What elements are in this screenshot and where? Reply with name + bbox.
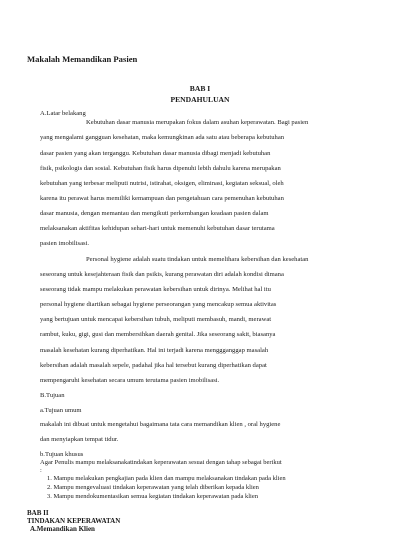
list-item: 2. Mampu mengevaluasi tindakan keperawatan yang telah diberikan kepada klien bbox=[47, 484, 259, 491]
paragraph-1-line: Kebutuhan dasar manusia merupakan fokus dalam asuhan keperawatan. Bagi pasien bbox=[86, 119, 309, 126]
paragraph-1-line: melaksanakan aktifitas kehidupan sehari-hari untuk memenuhi kebutuhan dasar terutama bbox=[40, 225, 275, 232]
paragraph-1-line: kebutuhan yang terbesar meliputi nutrisi, istirahat, oksigen, eliminasi, kegiatan seksual, oleh bbox=[40, 180, 284, 187]
paragraph-1-line: fisik, psikologis dan sosial. Kebutuhan fisik harus dipenuhi lebih dahulu karena merupakan bbox=[40, 165, 281, 172]
tujuan-umum-line: makalah ini dibuat untuk mengetahui bagaimana tata cara memandikan klien , oral hygiene bbox=[40, 421, 281, 428]
paragraph-1-line: dasar pasien yang akan terganggu. Kebutuhan dasar manusia dibagi menjadi kebutuhan bbox=[40, 150, 271, 157]
paragraph-1-line: pasien imobilisasi. bbox=[40, 240, 90, 247]
paragraph-1-line: yang mengalami gangguan kesehatan, maka kemungkinan ada satu atau beberapa kebutuhan bbox=[40, 134, 285, 141]
section-heading-tujuan: B.Tujuan bbox=[40, 392, 65, 399]
list-item: 3. Mampu mendokumentasikan semua kegiatan tindakan keperawatan pada klien bbox=[47, 493, 258, 500]
paragraph-2-line: seseorang tidak mampu melakukan perawatan kebersihan untuk dirinya. Melihat hal itu bbox=[40, 286, 271, 293]
chapter-1-number: BAB I bbox=[189, 84, 211, 93]
chapter-1-title: PENDAHULUAN bbox=[170, 95, 230, 104]
chapter-2-title: TINDAKAN KEPERAWATAN bbox=[27, 517, 121, 525]
subheading-tujuan-khusus: b.Tujuan khusus bbox=[40, 451, 84, 458]
chapter-2-number: BAB II bbox=[27, 509, 49, 517]
paragraph-2-line: yang bertujuan untuk mencapai kebersihan tubuh, meliputi membasuh, mandi, merawat bbox=[40, 316, 272, 323]
tujuan-umum-line: dan menyiapkan tempat tidur. bbox=[40, 436, 119, 443]
document-title: Makalah Memandikan Pasien bbox=[27, 54, 138, 64]
section-heading-memandikan-klien: A.Memandikan Klien bbox=[30, 525, 95, 533]
paragraph-2-line: rambut, kuku, gigi, gusi dan membersihkan daerah genital. Jika seseorang sakit, biasanya bbox=[40, 331, 276, 338]
section-heading-latar-belakang: A.Latar belakang bbox=[40, 110, 86, 117]
subheading-tujuan-umum: a.Tujuan umum bbox=[40, 407, 82, 414]
list-item: 1. Mampu melakukan pengkajian pada klien dan mampu melaksanakan tindakan pada klien bbox=[47, 475, 286, 482]
paragraph-2-line: kebersihan adalah masalah sepele, padahal jika hal tersebut kurang diperhatikan dapat bbox=[40, 362, 267, 369]
paragraph-1-line: karena itu perawat harus memiliki kemampuan dan pengetahuan cara pemenuhan kebutuhan bbox=[40, 195, 284, 202]
tujuan-khusus-intro-line: Agar Penulis mampu melaksanakatindakan keperawatan sesuai dengan tahap sebagai berikut bbox=[40, 459, 282, 466]
tujuan-khusus-intro-line: : bbox=[40, 467, 42, 474]
paragraph-2-line: Personal hygiene adalah suatu tindakan untuk memelihara kebersihan dan kesehatan bbox=[86, 256, 309, 263]
paragraph-2-line: mempengaruhi kesehatan secara umum terutama pasien imobilisasi. bbox=[40, 377, 220, 384]
paragraph-2-line: seseorang untuk kesejahteraan fisik dan psikis, kurang perawatan diri adalah kondisi dimana bbox=[40, 271, 284, 278]
paragraph-2-line: masalah kesehatan kurang diperhatikan. Hal ini terjadi karena menggganggap masalah bbox=[40, 347, 269, 354]
paragraph-2-line: personal hygiene diartikan sebagai hygiene perseorangan yang mencakup semua aktivitas bbox=[40, 301, 277, 308]
paragraph-1-line: dasar manusia, dengan memantau dan mengikuti perkembangan keadaan pasien dalam bbox=[40, 210, 269, 217]
